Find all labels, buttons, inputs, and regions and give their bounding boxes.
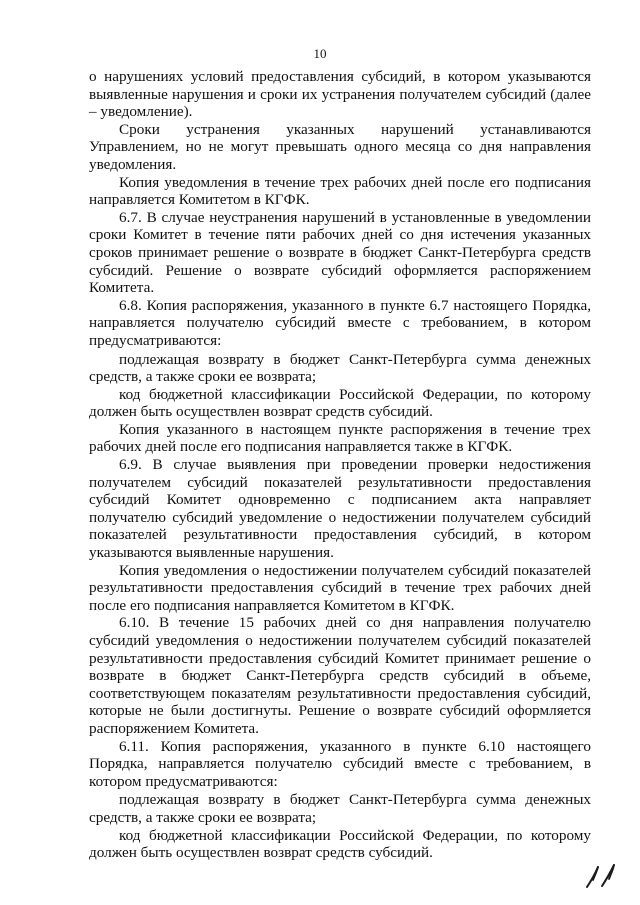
list-item-refund-amount: подлежащая возврату в бюджет Санкт-Петербурга сумма денежных средств, а также сроки ее возврата;	[89, 350, 591, 386]
document-body	[89, 68, 591, 862]
paragraph-6-9: 6.9. В случае выявления при проведении проверки недостижения получателем субсидий показателей результативности предоставления субсидий Комитет одновременно с подписанием акта направляет получателю субсидий уведомление о недостижении получателем субсидий показателей результативности предоставления субсидий, в котором указываются выявленные нарушения.	[89, 456, 591, 562]
paragraph-notification-copy: Копия уведомления в течение трех рабочих дней после его подписания направляется Комитетом в КГФК.	[89, 173, 591, 209]
list-item-budget-code: код бюджетной классификации Российской Федерации, по которому должен быть осуществлен возврат средств субсидий.	[89, 385, 591, 421]
paragraph-6-11: 6.11. Копия распоряжения, указанного в пункте 6.10 настоящего Порядка, направляется получателю субсидий вместе с требованием, в котором предусматриваются:	[89, 737, 591, 790]
paragraph-indicators-notification-copy: Копия уведомления о недостижении получателем субсидий показателей результативности предоставления субсидий в течение трех рабочих дней после его подписания направляется Комитетом в КГФК.	[89, 561, 591, 614]
paragraph-6-8: 6.8. Копия распоряжения, указанного в пункте 6.7 настоящего Порядка, направляется получателю субсидий вместе с требованием, в котором предусматриваются:	[89, 296, 591, 349]
paragraph-deadlines: Сроки устранения указанных нарушений устанавливаются Управлением, но не могут превышать одного месяца со дня направления уведомления.	[89, 120, 591, 173]
paragraph-6-7: 6.7. В случае неустранения нарушений в установленные в уведомлении сроки Комитет в течение пяти рабочих дней со дня истечения указанных сроков принимает решение о возврате в бюджет Санкт-Петербурга средств субсидий. Решение о возврате субсидий оформляется распоряжением Комитета.	[89, 208, 591, 297]
list-item-refund-amount-2: подлежащая возврату в бюджет Санкт-Петербурга сумма денежных средств, а также сроки ее возврата;	[89, 791, 591, 826]
handwritten-page-mark-icon	[578, 859, 626, 893]
paragraph-order-copy: Копия указанного в настоящем пункте распоряжения в течение трех рабочих дней после его подписания направляется также в КГФК.	[89, 420, 591, 456]
list-item-budget-code-2: код бюджетной классификации Российской Федерации, по которому должен быть осуществлен возврат средств субсидий.	[89, 826, 591, 862]
paragraph-notification-continuation: о нарушениях условий предоставления субсидий, в котором указываются выявленные нарушения и сроки их устранения получателем субсидий (далее – уведомление).	[89, 68, 591, 121]
page-number: 10	[313, 46, 327, 61]
paragraph-6-10: 6.10. В течение 15 рабочих дней со дня направления получателю субсидий уведомления о недостижении получателем субсидий показателей результативности предоставления субсидий Комитет принимает решение о возврате в бюджет Санкт-Петербурга средств субсидий в объеме, соответствующем показателям результативности предоставления субсидий, которые не были достигнуты. Решение о возврате субсидий оформляется распоряжением Комитета.	[89, 614, 591, 737]
